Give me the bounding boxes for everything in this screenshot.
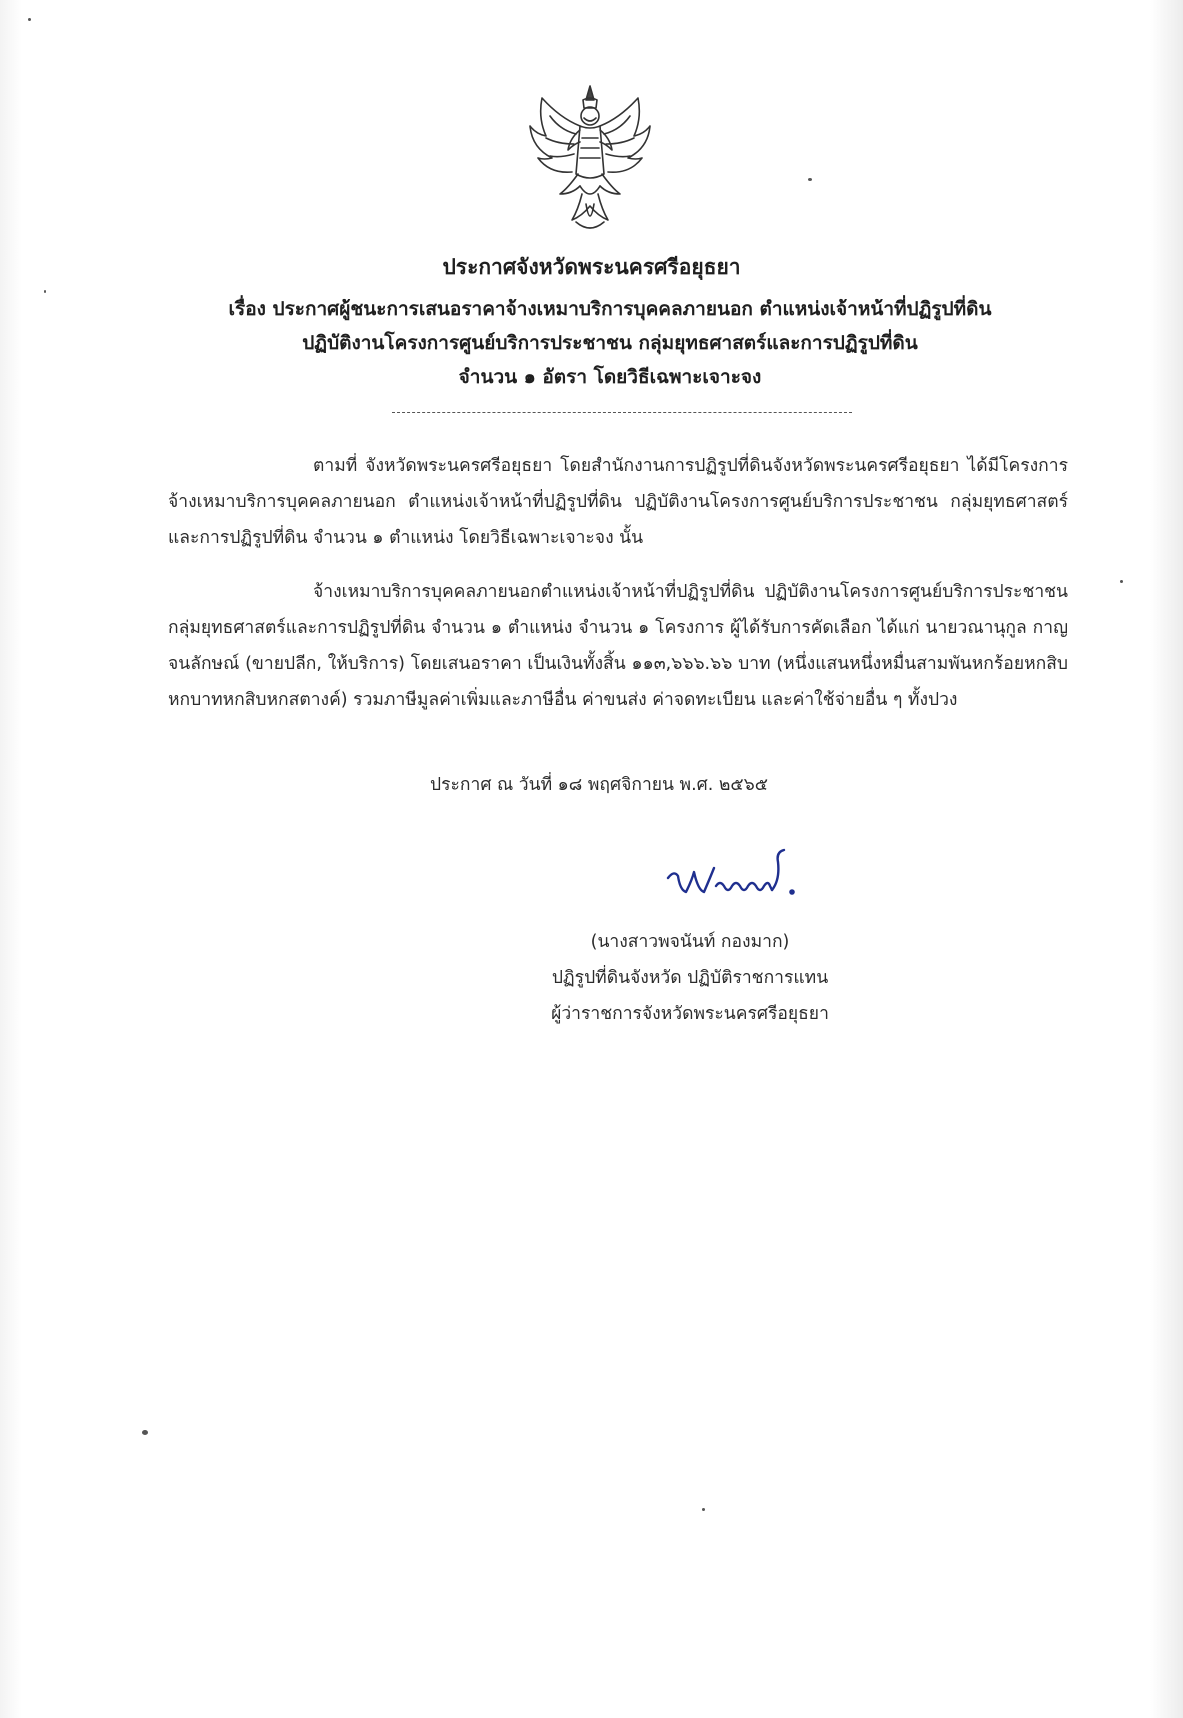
- subject-line: เรื่อง ประกาศผู้ชนะการเสนอราคาจ้างเหมาบริการบุคคลภายนอก ตำแหน่งเจ้าหน้าที่ปฏิรูปที่ดิน: [228, 298, 992, 320]
- scan-speck: [808, 178, 812, 181]
- subject-line: ปฏิบัติงานโครงการศูนย์บริการประชาชน กลุ่มยุทธศาสตร์และการปฏิรูปที่ดิน: [302, 332, 918, 354]
- body-paragraph: จ้างเหมาบริการบุคคลภายนอกตำแหน่งเจ้าหน้าที่ปฏิรูปที่ดิน ปฏิบัติงานโครงการศูนย์บริการประชาชน กลุ่มยุทธศาสตร์และการปฏิรูปที่ดิน จำนวน ๑ ตำแหน่ง จำนวน ๑ โครงการ ผู้ได้รับการคัดเลือก ได้แก่ นายวณานุกูล กาญจนลักษณ์ (ขายปลีก, ให้บริการ) โดยเสนอราคา เป็นเงินทั้งสิ้น ๑๑๓,๖๖๖.๖๖ บาท (หนึ่งแสนหนึ่งหมื่นสามพันหกร้อยหกสิบหกบาทหกสิบหกสตางค์) รวมภาษีมูลค่าเพิ่มและภาษีอื่น ค่าขนส่ง ค่าจดทะเบียน และค่าใช้จ่ายอื่น ๆ ทั้งปวง: [168, 582, 1068, 710]
- signer-position: ปฏิรูปที่ดินจังหวัด ปฏิบัติราชการแทน: [551, 968, 829, 988]
- body-paragraph: ตามที่ จังหวัดพระนครศรีอยุธยา โดยสำนักงานการปฏิรูปที่ดินจังหวัดพระนครศรีอยุธยา ได้มีโครงการจ้างเหมาบริการบุคคลภายนอก ตำแหน่งเจ้าหน้าที่ปฏิรูปที่ดิน ปฏิบัติงานโครงการศูนย์บริการประชาชน กลุ่มยุทธศาสตร์และการปฏิรูปที่ดิน จำนวน ๑ ตำแหน่ง โดยวิธีเฉพาะเจาะจง นั้น: [168, 456, 1068, 548]
- signer-position: ผู้ว่าราชการจังหวัดพระนครศรีอยุธยา: [551, 1004, 829, 1024]
- scan-speck: [702, 1508, 705, 1511]
- document-title: ประกาศจังหวัดพระนครศรีอยุธยา: [442, 255, 741, 279]
- handwritten-signature-icon: [660, 840, 830, 910]
- subject-line: จำนวน ๑ อัตรา โดยวิธีเฉพาะเจาะจง: [458, 366, 762, 388]
- scan-speck: [28, 18, 31, 21]
- signer-name: (นางสาวพจนันท์ กองมาก): [590, 932, 790, 952]
- garuda-emblem-icon: [520, 78, 660, 238]
- announcement-date: ประกาศ ณ วันที่ ๑๘ พฤศจิกายน พ.ศ. ๒๕๖๕: [430, 775, 769, 795]
- dashed-divider: [392, 412, 852, 413]
- scan-speck: [142, 1430, 148, 1435]
- scan-speck: [44, 290, 46, 293]
- scan-speck: [1120, 580, 1123, 583]
